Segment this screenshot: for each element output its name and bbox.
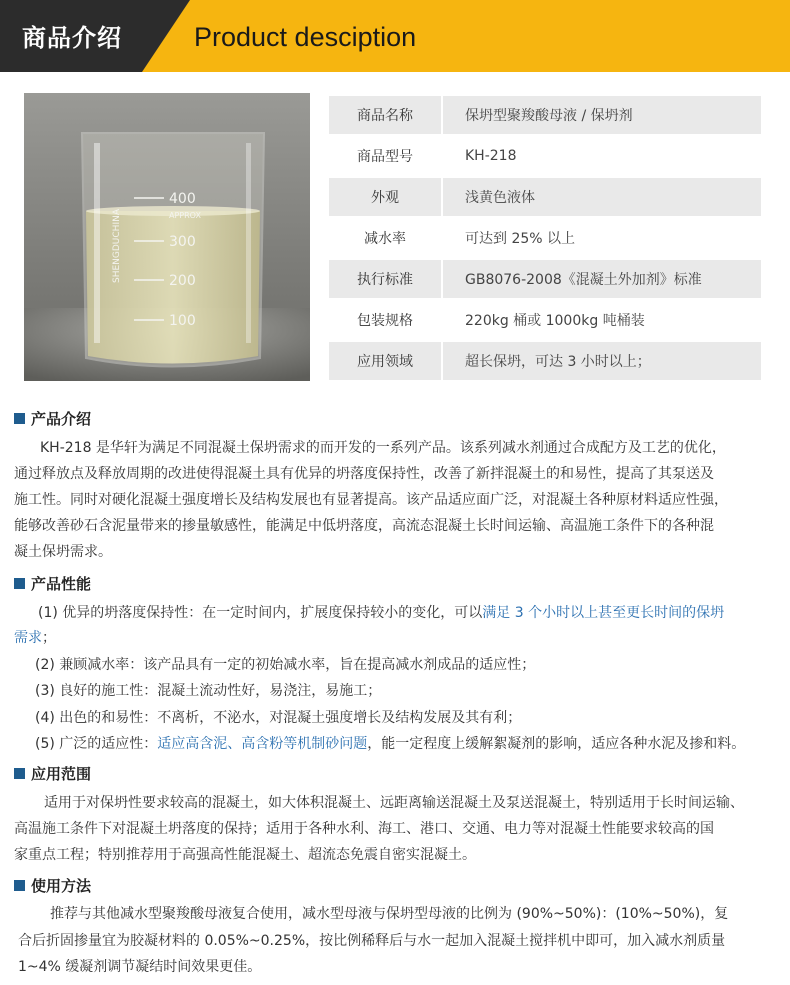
spec-label: 减水率 [329, 219, 443, 257]
intro-line: 通过释放点及释放周期的改进使得混凝土具有优异的坍落度保持性，改善了新拌混凝土的和易性，提高了其泵送及 [14, 466, 714, 482]
performance-item-1-cont [14, 625, 56, 651]
intro-line: 凝土保坍需求。 [14, 544, 112, 560]
spec-label: 商品名称 [329, 96, 443, 134]
spec-row [329, 137, 761, 175]
performance-item-1 [38, 600, 724, 626]
spec-label: 执行标准 [329, 260, 443, 298]
beaker-mark-400: 400 [169, 191, 196, 207]
spec-row [329, 260, 761, 298]
performance-item-5 [35, 731, 745, 757]
performance-item-3: (3) 良好的施工性：混凝土流动性好，易浇注，易施工； [35, 683, 382, 699]
spec-row [329, 178, 761, 216]
spec-label: 应用领域 [329, 342, 443, 380]
header-title-en: Product desciption [194, 22, 417, 52]
usage-line: 1~4% 缓凝剂调节凝结时间效果更佳。 [18, 959, 262, 975]
beaker-mark-100: 100 [169, 313, 196, 329]
header-title-cn: 商品介绍 [22, 24, 122, 52]
section-heading-performance [14, 573, 91, 594]
spec-value: 浅黄色液体 [443, 178, 761, 216]
section-title: 产品性能 [31, 575, 92, 593]
intro-line: 施工性。同时对硬化混凝土强度增长及结构发展也有显著提高。该产品适应面广泛，对混凝土各种原材料适应性强， [14, 492, 728, 508]
section-title: 产品介绍 [31, 410, 92, 428]
section-marker-icon [14, 880, 25, 891]
section-title: 使用方法 [31, 877, 92, 895]
product-photo [24, 93, 310, 381]
performance-text: (5) 广泛的适应性： [35, 736, 158, 752]
beaker-mark-200: 200 [169, 273, 196, 289]
section-heading-usage [14, 875, 91, 896]
section-heading-intro [14, 408, 91, 429]
usage-line: 合后折固掺量宜为胶凝材料的 0.05%~0.25%，按比例稀释后与水一起加入混凝土搅拌机中即可，加入减水剂质量 [18, 933, 726, 949]
spec-value: 保坍型聚羧酸母液 / 保坍剂 [443, 96, 761, 134]
header-banner [0, 0, 790, 72]
section-heading-application [14, 763, 91, 784]
performance-text: ； [42, 630, 56, 646]
spec-row [329, 219, 761, 257]
performance-highlight: 适应高含泥、高含粉等机制砂问题 [157, 736, 368, 752]
performance-highlight: 需求 [14, 630, 42, 646]
section-title: 应用范围 [31, 765, 92, 783]
spec-value: 220kg 桶或 1000kg 吨桶装 [465, 313, 645, 329]
spec-row [329, 301, 761, 339]
performance-item-4: (4) 出色的和易性：不离析，不泌水，对混凝土强度增长及结构发展及其有利； [35, 710, 522, 726]
intro-line: 能够改善砂石含泥量带来的掺量敏感性，能满足中低坍落度，高流态混凝土长时间运输、高温施工条件下的各种混 [14, 518, 714, 534]
application-line: 高温施工条件下对混凝土坍落度的保持；适用于各种水利、海工、港口、交通、电力等对混凝土性能要求较高的国 [14, 821, 714, 837]
spec-label: 包装规格 [329, 301, 443, 339]
usage-line: 推荐与其他减水型聚羧酸母液复合使用，减水型母液与保坍型母液的比例为 (90%~50%)：(10%~50%)，复 [50, 906, 729, 922]
spec-label: 商品型号 [329, 137, 443, 175]
performance-item-2: (2) 兼顾减水率：该产品具有一定的初始减水率，旨在提高减水剂成品的适应性； [35, 657, 536, 673]
application-line: 家重点工程；特别推荐用于高强高性能混凝土、超流态免震自密实混凝土。 [14, 847, 476, 863]
beaker-brand-label: SHENGDUCHINA [112, 209, 122, 283]
spec-value: KH-218 [465, 148, 517, 164]
section-marker-icon [14, 413, 25, 424]
performance-highlight: 满足 3 个小时以上甚至更长时间的保坍 [482, 605, 725, 621]
section-marker-icon [14, 578, 25, 589]
performance-text: ，能一定程度上缓解絮凝剂的影响，适应各种水泥及掺和料。 [367, 736, 746, 752]
beaker-approx-label: APPROX [169, 211, 201, 220]
intro-line: KH-218 是华轩为满足不同混凝土保坍需求的而开发的一系列产品。该系列减水剂通过合成配方及工艺的优化， [40, 440, 726, 456]
spec-label: 外观 [329, 178, 443, 216]
performance-text: (1) 优异的坍落度保持性：在一定时间内，扩展度保持较小的变化，可以 [38, 605, 483, 621]
spec-row [329, 96, 761, 134]
spec-table [329, 93, 761, 383]
spec-value: GB8076-2008《混凝土外加剂》标准 [443, 260, 761, 298]
application-line: 适用于对保坍性要求较高的混凝土，如大体积混凝土、远距离输送混凝土及泵送混凝土，特别适用于长时间运输、 [44, 795, 744, 811]
spec-value: 超长保坍，可达 3 小时以上； [443, 342, 761, 380]
spec-row [329, 342, 761, 380]
section-marker-icon [14, 768, 25, 779]
beaker-mark-300: 300 [169, 234, 196, 250]
spec-value: 可达到 25% 以上 [465, 231, 576, 247]
